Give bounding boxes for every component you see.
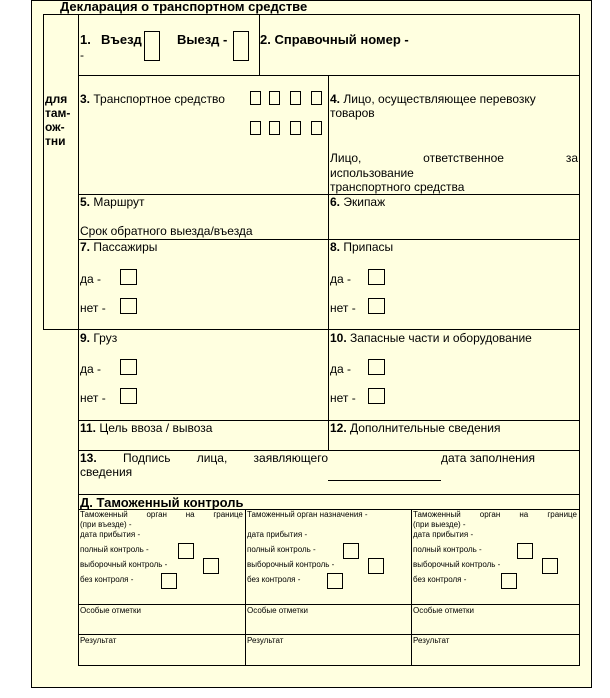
col3-full-label: полный контроль - [413,545,482,554]
col3-head-2: (при выезде) - [413,520,466,529]
cargo-no-label: нет - [80,391,106,405]
col3-arrival: дата прибытия - [413,530,474,539]
section-11-label: 11. Цель ввоза / вывоза [80,421,213,435]
customs-control-title: Д. Таможенный контроль [80,495,244,510]
signature-line[interactable] [328,480,441,481]
section-13-label-2: сведения [80,465,133,479]
col1-head-2: (при въезде) - [80,520,132,529]
vehicle-box-2[interactable] [269,91,280,105]
vehicle-box-8[interactable] [311,121,322,135]
col3-head-1: Таможенный орган на границе [413,510,577,519]
section-4-label: 4. Лицо, осуществляющее перевозку товаров [330,92,536,120]
cargo-yes-label: да - [80,362,102,376]
col2-none-checkbox[interactable] [327,573,343,589]
form-title: Декларация о транспортном средстве [60,0,308,14]
col1-result: Результат [80,636,117,645]
section-10-label: 10. Запасные части и оборудование [330,331,532,345]
col2-full-checkbox[interactable] [343,543,359,559]
section-7-label: 7. Пассажиры [80,240,158,254]
col2-arrival: дата прибытия - [247,530,308,539]
col3-result: Результат [413,636,450,645]
entry-checkbox[interactable] [144,31,160,61]
spare-parts-yes-checkbox[interactable] [368,359,385,375]
cargo-no-checkbox[interactable] [120,388,137,404]
section-1-num: 1. [80,32,91,47]
col1-none-label: без контроля - [80,575,134,584]
col1-notes: Особые отметки [80,606,142,615]
section-1-dash: - [80,48,84,62]
section-6-label: 6. Экипаж [330,195,386,209]
col3-selective-label: выборочный контроль - [413,560,501,569]
passengers-yes-label: да - [80,272,102,286]
col1-full-label: полный контроль - [80,545,149,554]
responsible-line-1: Лицо, ответственное за [330,151,578,165]
customs-side-label: для там- ож- тни [45,92,71,148]
vehicle-box-1[interactable] [250,91,261,105]
col2-full-label: полный контроль - [247,545,316,554]
entry-label: Въезд [101,32,142,47]
section-13-label: 13. Подпись лица, заявляющего [80,451,329,465]
exit-checkbox[interactable] [233,31,249,61]
section-8-label: 8. Припасы [330,240,394,254]
col2-head-1: Таможенный орган назначения - [247,510,368,519]
col3-none-label: без контроля - [413,575,467,584]
col1-arrival: дата прибытия - [80,530,141,539]
return-term-label: Срок обратного выезда/въезда [80,224,253,238]
spare-parts-no-label: нет - [330,391,356,405]
spare-parts-no-checkbox[interactable] [368,388,385,404]
col3-none-checkbox[interactable] [501,573,517,589]
col2-selective-checkbox[interactable] [368,558,384,574]
supplies-no-checkbox[interactable] [368,298,385,314]
supplies-yes-checkbox[interactable] [368,269,385,285]
vehicle-box-5[interactable] [250,121,261,135]
col1-none-checkbox[interactable] [161,573,177,589]
fill-date-label: дата заполнения [441,451,535,465]
vehicle-box-6[interactable] [269,121,280,135]
responsible-line-3: транспортного средства [330,180,465,194]
cargo-yes-checkbox[interactable] [120,359,137,375]
section-3-label: 3. Транспортное средство [80,92,225,106]
spare-parts-yes-label: да - [330,362,352,376]
section-9-label: 9. Груз [80,331,118,345]
section-5-label: 5. Маршрут [80,195,145,209]
vehicle-box-7[interactable] [290,121,301,135]
responsible-line-2: использование [330,166,414,180]
col1-full-checkbox[interactable] [178,543,194,559]
col2-notes: Особые отметки [247,606,309,615]
col1-selective-label: выборочный контроль - [80,560,168,569]
col2-selective-label: выборочный контроль - [247,560,335,569]
exit-label: Выезд - [177,32,228,47]
col1-selective-checkbox[interactable] [203,558,219,574]
vehicle-box-4[interactable] [311,91,322,105]
passengers-no-label: нет - [80,301,106,315]
col2-result: Результат [247,636,284,645]
passengers-yes-checkbox[interactable] [120,269,137,285]
section-12-label: 12. Дополнительные сведения [330,421,501,435]
col3-full-checkbox[interactable] [517,543,533,559]
supplies-yes-label: да - [330,272,352,286]
section-2-label: 2. Справочный номер - [260,32,409,47]
col3-selective-checkbox[interactable] [542,558,558,574]
col3-notes: Особые отметки [413,606,475,615]
col1-head-1: Таможенный орган на границе [80,510,243,519]
supplies-no-label: нет - [330,301,356,315]
col2-none-label: без контроля - [247,575,301,584]
passengers-no-checkbox[interactable] [120,298,137,314]
vehicle-box-3[interactable] [290,91,301,105]
